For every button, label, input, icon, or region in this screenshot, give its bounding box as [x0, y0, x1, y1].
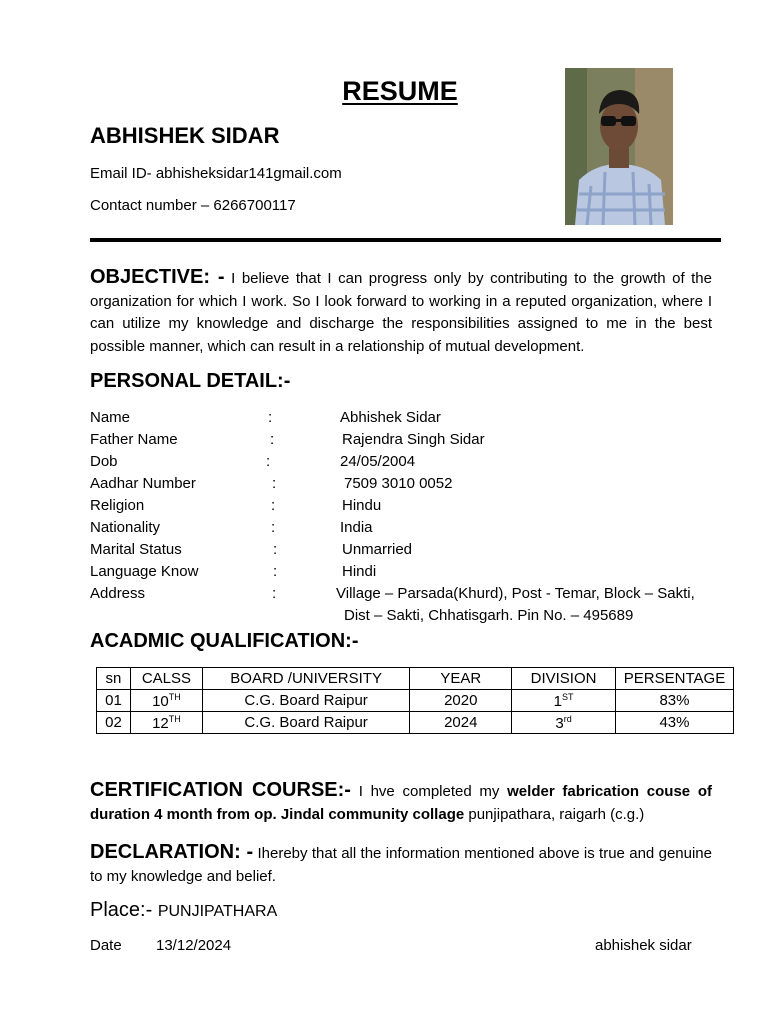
- profile-photo: [565, 68, 673, 225]
- table-row: [97, 712, 734, 734]
- cell-year: 2020: [410, 690, 512, 712]
- detail-row-nationality: Nationality : India: [90, 519, 373, 536]
- certification-section: [90, 779, 712, 826]
- column-header: PERSENTAGE: [615, 668, 733, 690]
- objective-text: I believe that I can progress only by contributing to the growth of the organization for which I work. So I look forward to working in a reputed organization, where I can utilize my knowledge and discharge the responsibilities assigned to me in the best possible manner, which can result in a relationship of mutual development.: [90, 270, 712, 355]
- table-header-row: [97, 668, 734, 690]
- column-header: CALSS: [130, 668, 202, 690]
- detail-row-marital-status: Marital Status : Unmarried: [90, 541, 413, 558]
- detail-row-address: Address : Village – Parsada(Khurd), Post - Temar, Block – Sakti, Dist – Sakti, Chhatisgarh. Pin No. – 495689: [90, 585, 695, 624]
- detail-row-religion: Religion : Hindu: [90, 497, 382, 514]
- certification-heading: CERTIFICATION COURSE:-: [90, 779, 351, 801]
- date-label: Date: [90, 937, 122, 954]
- column-header: YEAR: [410, 668, 512, 690]
- cell-class: 12TH: [130, 712, 202, 734]
- contact-line: Contact number – 6266700117: [90, 197, 296, 214]
- detail-row-father-name: Father Name : Rajendra Singh Sidar: [90, 431, 485, 448]
- cell-percentage: 83%: [615, 690, 733, 712]
- header-divider: [90, 238, 721, 242]
- cell-sn: 02: [97, 712, 131, 734]
- objective-heading: OBJECTIVE: -: [90, 266, 225, 288]
- place-value: PUNJIPATHARA: [157, 903, 278, 920]
- column-header: DIVISION: [512, 668, 616, 690]
- cell-percentage: 43%: [615, 712, 733, 734]
- personal-detail-heading: PERSONAL DETAIL:-: [90, 370, 291, 392]
- certification-location: punjipathara, raigarh (c.g.): [468, 805, 645, 823]
- page-title: RESUME: [342, 76, 458, 106]
- qualification-table: [96, 667, 734, 734]
- cell-division: 3rd: [512, 712, 616, 734]
- column-header: BOARD /UNIVERSITY: [202, 668, 410, 690]
- applicant-name: ABHISHEK SIDAR: [90, 123, 280, 148]
- objective-section: [90, 266, 712, 358]
- place-line: [90, 899, 277, 922]
- cell-sn: 01: [97, 690, 131, 712]
- cell-year: 2024: [410, 712, 512, 734]
- declaration-section: [90, 841, 712, 888]
- detail-row-aadhar: Aadhar Number : 7509 3010 0052: [90, 475, 453, 492]
- cell-board: C.G. Board Raipur: [202, 712, 410, 734]
- detail-row-name: Name : Abhishek Sidar: [90, 409, 441, 426]
- place-label: Place:-: [90, 899, 153, 921]
- detail-row-language: Language Know : Hindi: [90, 563, 377, 580]
- table-row: [97, 690, 734, 712]
- academic-heading: ACADMIC QUALIFICATION:-: [90, 630, 359, 652]
- declaration-text: Ihereby that all the information mentioned above is true and genuine to my knowledge and belief.: [90, 845, 712, 885]
- email-line: Email ID- abhisheksidar141gmail.com: [90, 165, 342, 182]
- detail-row-dob: Dob : 24/05/2004: [90, 453, 416, 470]
- cell-division: 1ST: [512, 690, 616, 712]
- column-header: sn: [97, 668, 131, 690]
- declaration-heading: DECLARATION: -: [90, 841, 254, 863]
- profile-photo-graphic: [565, 68, 673, 225]
- cell-board: C.G. Board Raipur: [202, 690, 410, 712]
- signature: abhishek sidar: [595, 937, 692, 954]
- cell-class: 10TH: [130, 690, 202, 712]
- date-value: 13/12/2024: [156, 937, 232, 954]
- certification-course-detail: welder fabrication couse of duration 4 month from op. Jindal community collage: [90, 783, 713, 823]
- certification-text: I hve completed my: [358, 783, 500, 800]
